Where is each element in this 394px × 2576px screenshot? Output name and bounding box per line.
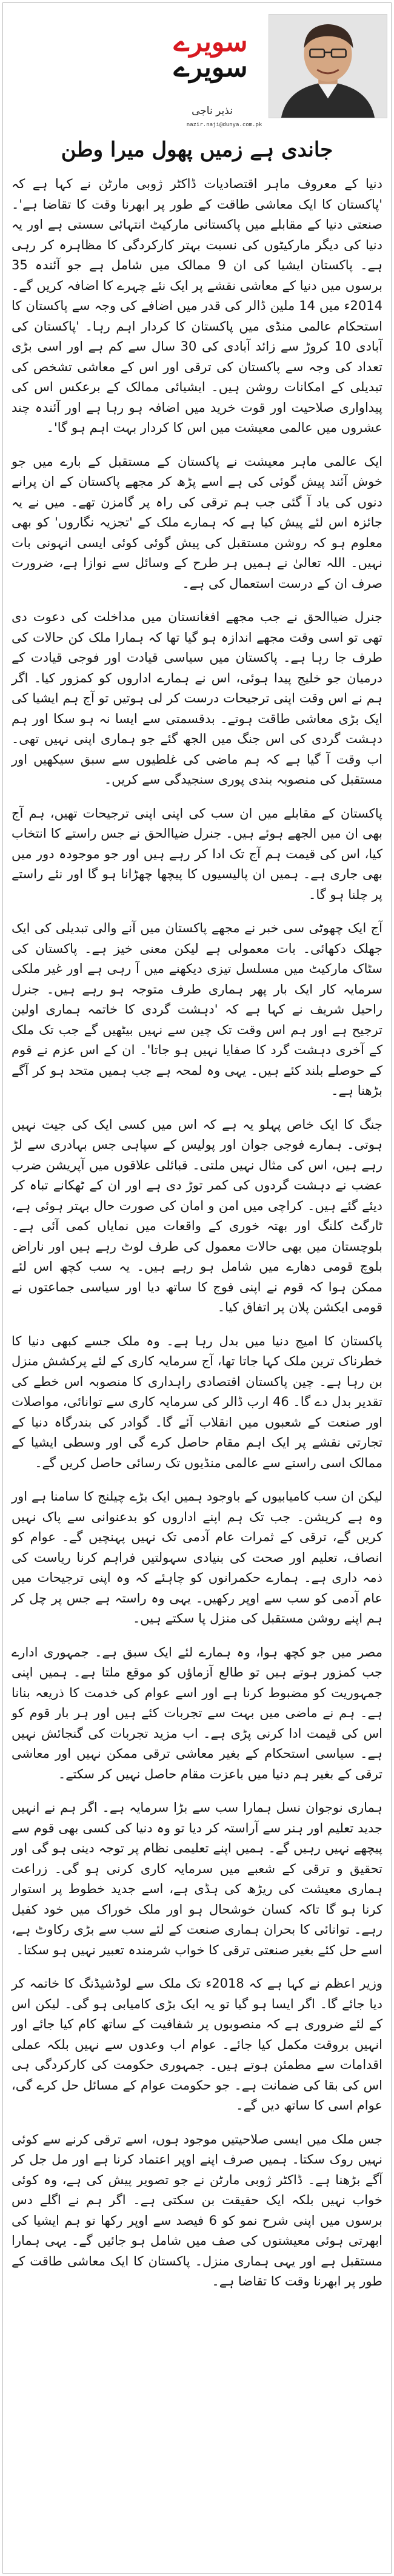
paragraph: جس ملک میں ایسی صلاحیتیں موجود ہوں، اسے ترقی کرنے سے کوئی نہیں روک سکتا۔ ہمیں صرف اپنے اوپر اعتماد کرنا ہے اور مل جل کر آگے بڑھنا ہے۔ ڈاکٹر ژوبی مارٹن نے جو تصویر پیش کی ہے، وہ کوئی خواب نہیں بلکہ ایک حقیقت بن سکتی ہے۔ اگر ہم نے اگلے دس برسوں میں اپنی شرح نمو کو 6 فیصد سے اوپر رکھا تو ہم ایشیا کی ابھرتی ہوئی معیشتوں کی صف میں شامل ہو جائیں گے۔ یہی ہمارا مستقبل ہے اور یہی ہماری منزل۔ پاکستان کا ایک معاشی طاقت کے طور پر ابھرنا وقت کا تقاضا ہے۔ [12,2131,383,2288]
paragraph: پاکستان کا امیج دنیا میں بدل رہا ہے۔ وہ ملک جسے کبھی دنیا کا خطرناک ترین ملک کہا جاتا تھا، آج سرمایہ کاری کے لئے پرکشش منزل بن رہا ہے۔ چین پاکستان اقتصادی راہداری کا منصوبہ اس خطے کی تقدیر بدل دے گا۔ 46 ارب ڈالر کی سرمایہ کاری سے توانائی، مواصلات اور صنعت کے شعبوں میں انقلاب آئے گا۔ گوادر کی بندرگاہ دنیا کے تجارتی نقشے پر ایک اہم مقام حاصل کرے گی اور وسطی ایشیا کے ممالک اسی راستے سے عالمی منڈیوں تک رسائی حاصل کریں گے۔ [12,1333,382,1470]
column-page [2,2,392,2574]
paragraph: ہماری نوجوان نسل ہمارا سب سے بڑا سرمایہ ہے۔ اگر ہم نے انہیں جدید تعلیم اور ہنر سے آراستہ کر دیا تو وہ دنیا کی کسی بھی قوم سے پیچھے نہیں رہیں گے۔ ہمیں اپنے تعلیمی نظام پر توجہ دینی ہو گی اور تحقیق و ترقی کے شعبے میں سرمایہ کاری کرنی ہو گی۔ زراعت ہماری معیشت کی ریڑھ کی ہڈی ہے، اسے جدید خطوط پر استوار کرنا ہو گا تاکہ کسان خوشحال ہو اور ملک خوراک میں خود کفیل رہے۔ توانائی کا بحران ہماری صنعت کے لئے سب سے بڑی رکاوٹ ہے، اسے حل کئے بغیر صنعتی ترقی کا خواب شرمندہ تعبیر نہیں ہو سکتا۔ [12,1800,382,1957]
author-photo [269,14,387,118]
paragraph: جنگ کا ایک خاص پہلو یہ ہے کہ اس میں کسی ایک کی جیت نہیں ہوتی۔ ہمارے فوجی جوان اور پولیس کے سپاہی جس بہادری سے لڑ رہے ہیں، اس کی مثال نہیں ملتی۔ قبائلی علاقوں میں آپریشن ضرب عضب نے دہشت گردوں کی کمر توڑ دی ہے اور ان کے ٹھکانے تباہ کر دیئے گئے ہیں۔ کراچی میں امن و امان کی صورت حال بہتر ہوئی ہے، ٹارگٹ کلنگ اور بھتہ خوری کے واقعات میں نمایاں کمی آئی ہے۔ بلوچستان میں بھی حالات معمول کی طرف لوٹ رہے ہیں اور ناراض بلوچ قومی دھارے میں شامل ہو رہے ہیں۔ یہ سب کچھ اس لئے ممکن ہوا کہ قوم نے اپنی فوج کا ساتھ دیا اور سیاسی جماعتوں نے قومی ایکشن پلان پر اتفاق کیا۔ [12,1117,382,1314]
paragraph: مصر میں جو کچھ ہوا، وہ ہمارے لئے ایک سبق ہے۔ جمہوری ادارے جب کمزور ہوتے ہیں تو طالع آزماؤں کو موقع ملتا ہے۔ ہمیں اپنی جمہوریت کو مضبوط کرنا ہے اور اسے عوام کی خدمت کا ذریعہ بنانا ہے۔ ہم نے ماضی میں بہت سے تجربات کئے ہیں اور ہر بار قوم کو اس کی قیمت ادا کرنی پڑی ہے۔ اب مزید تجربات کی گنجائش نہیں ہے۔ سیاسی استحکام کے بغیر معاشی ترقی ممکن نہیں اور معاشی ترقی کے بغیر ہم دنیا میں باعزت مقام حاصل نہیں کر سکتے۔ [12,1644,382,1781]
author-portrait-icon [269,15,387,118]
paragraph: آج ایک چھوٹی سی خبر نے مجھے پاکستان میں آنے والی تبدیلی کی ایک جھلک دکھائی۔ بات معمولی ہے لیکن معنی خیز ہے۔ پاکستان کی سٹاک مارکیٹ میں مسلسل تیزی دیکھنے میں آ رہی ہے اور غیر ملکی سرمایہ کار ایک بار پھر ہماری طرف متوجہ ہو رہے ہیں۔ جنرل راحیل شریف نے کہا ہے کہ 'دہشت گردی کا خاتمہ ہماری اولین ترجیح ہے اور ہم اس وقت تک چین سے نہیں بیٹھیں گے جب تک ملک کے آخری دہشت گرد کا صفایا نہیں ہو جاتا'۔ ان کے اس عزم نے قوم کے حوصلے بلند کئے ہیں۔ یہی وہ لمحہ ہے جب ہمیں متحد ہو کر آگے بڑھنا ہے۔ [12,921,382,1098]
column-body [12,174,382,2305]
paragraph: وزیر اعظم نے کہا ہے کہ 2018ء تک ملک سے لوڈشیڈنگ کا خاتمہ کر دیا جائے گا۔ اگر ایسا ہو گیا تو یہ ایک بڑی کامیابی ہو گی۔ لیکن اس کے لئے ضروری ہے کہ منصوبوں پر شفافیت کے ساتھ کام کیا جائے اور انہیں بروقت مکمل کیا جائے۔ عوام اب وعدوں سے نہیں بلکہ عملی اقدامات سے مطمئن ہوتے ہیں۔ جمہوری حکومت کی کارکردگی ہی اس کی بقا کی ضمانت ہے۔ جو حکومت عوام کے مسائل حل کرے گی، عوام اسی کا ساتھ دیں گے۔ [12,1976,382,2113]
logo-line-1: سویرے [173,27,248,58]
column-title: جاندی ہے زمیں پھول میرا وطن [61,138,333,162]
column-logo [158,27,264,100]
paragraph: دنیا کے معروف ماہر اقتصادیات ڈاکٹر ژوبی مارٹن نے کہا ہے کہ 'پاکستان کا ایک معاشی طاقت کے طور پر ابھرنا وقت کا تقاضا ہے'۔ صنعتی دنیا کے مقابلے میں پاکستانی مارکیٹ انتہائی سستی ہے اور یہ دنیا کی دیگر مارکیٹوں کی نسبت بہتر کارکردگی کا مظاہرہ کر رہی ہے۔ پاکستان ایشیا کی ان 9 ممالک میں شامل ہے جو آئندہ 35 برسوں میں دنیا کے معاشی نقشے پر ایک نئے چہرے کا اضافہ کریں گے۔ 2014ء میں 14 ملین ڈالر کی قدر میں اضافے کی وجہ سے پاکستان کا استحکام عالمی منڈی میں پاکستان کا کردار اہم رہا۔ 'پاکستان کی آبادی 10 کروڑ سے زائد آبادی کی 30 سال سے کم ہے اور اسی بڑی تعداد کی وجہ سے پاکستان کی ترقی اور اس کے معاشی تشخص کی تبدیلی کے امکانات روشن ہیں۔ ایشیائی ممالک کے برعکس اس کی پیداواری صلاحیت اور قوت خرید میں اضافہ ہو رہا ہے اور آئندہ چند عشروں میں عالمی معیشت میں اس کا کردار بہت اہم ہو گا'۔ [12,177,383,435]
paragraph: لیکن ان سب کامیابیوں کے باوجود ہمیں ایک بڑے چیلنج کا سامنا ہے اور وہ ہے کرپشن۔ جب تک ہم اپنے اداروں کو بدعنوانی سے پاک نہیں کریں گے، ترقی کے ثمرات عام آدمی تک نہیں پہنچیں گے۔ عوام کو انصاف، تعلیم اور صحت کی بنیادی سہولتیں فراہم کرنا ریاست کی ذمہ داری ہے۔ ہمارے حکمرانوں کو چاہئے کہ وہ اپنی ترجیحات میں عام آدمی کو سب سے اوپر رکھیں۔ یہی وہ راستہ ہے جس پر چل کر ہم اپنے روشن مستقبل کی منزل پا سکتے ہیں۔ [12,1489,382,1626]
paragraph: پاکستان کے مقابلے میں ان سب کی اپنی اپنی ترجیحات تھیں، ہم آج بھی ان میں الجھے ہوئے ہیں۔ جنرل ضیاالحق نے جس راستے کا انتخاب کیا، اس کی قیمت ہم آج تک ادا کر رہے ہیں اور جو موجودہ دور میں بھی جاری ہے۔ ہمیں ان پالیسیوں کا پیچھا چھڑانا ہو گا اور نئے راستے پر چلنا ہو گا۔ [12,805,382,902]
logo-line-2: سویرے [173,52,248,83]
column-header [3,3,391,130]
paragraph: ایک عالمی ماہر معیشت نے پاکستان کے مستقبل کے بارے میں جو خوش آئند پیش گوئی کی ہے اسے پڑھ کر مجھے پاکستان کے ان پرانے دنوں کی یاد آ گئی جب ہم ترقی کی راہ پر گامزن تھے۔ میں نے یہ جائزہ اس لئے پیش کیا ہے کہ ہمارے ملک کے 'تجزیہ نگاروں' کو بھی معلوم ہو کہ روشن مستقبل کی پیش گوئی کوئی ایسی انہونی بات نہیں۔ اللہ تعالیٰ نے ہمیں ہر طرح کے وسائل سے نوازا ہے، ضرورت صرف ان کے درست استعمال کی ہے۔ [12,454,382,591]
author-name: نذیر ناجی [192,105,233,117]
author-email: nazir.naji@dunya.com.pk [186,122,262,128]
paragraph: جنرل ضیاالحق نے جب مجھے افغانستان میں مداخلت کی دعوت دی تھی تو اسی وقت مجھے اندازہ ہو گیا تھا کہ ہمارا ملک کن حالات کی طرف جا رہا ہے۔ پاکستان میں سیاسی قیادت اور فوجی قیادت کے درمیان جو خلیج پیدا ہوئی، اس نے ہمارے اداروں کو کمزور کیا۔ اگر ہم نے اس وقت اپنی ترجیحات درست کر لی ہوتیں تو آج ہم ایشیا کی ایک بڑی معاشی طاقت ہوتے۔ بدقسمتی سے ایسا نہ ہو سکا اور ہم دہشت گردی کی اس جنگ میں الجھ گئے جو ہماری اپنی نہیں تھی۔ اب وقت آ گیا ہے کہ ہم ماضی کی غلطیوں سے سبق سیکھیں اور مستقبل کی منصوبہ بندی پوری سنجیدگی سے کریں۔ [12,610,382,787]
